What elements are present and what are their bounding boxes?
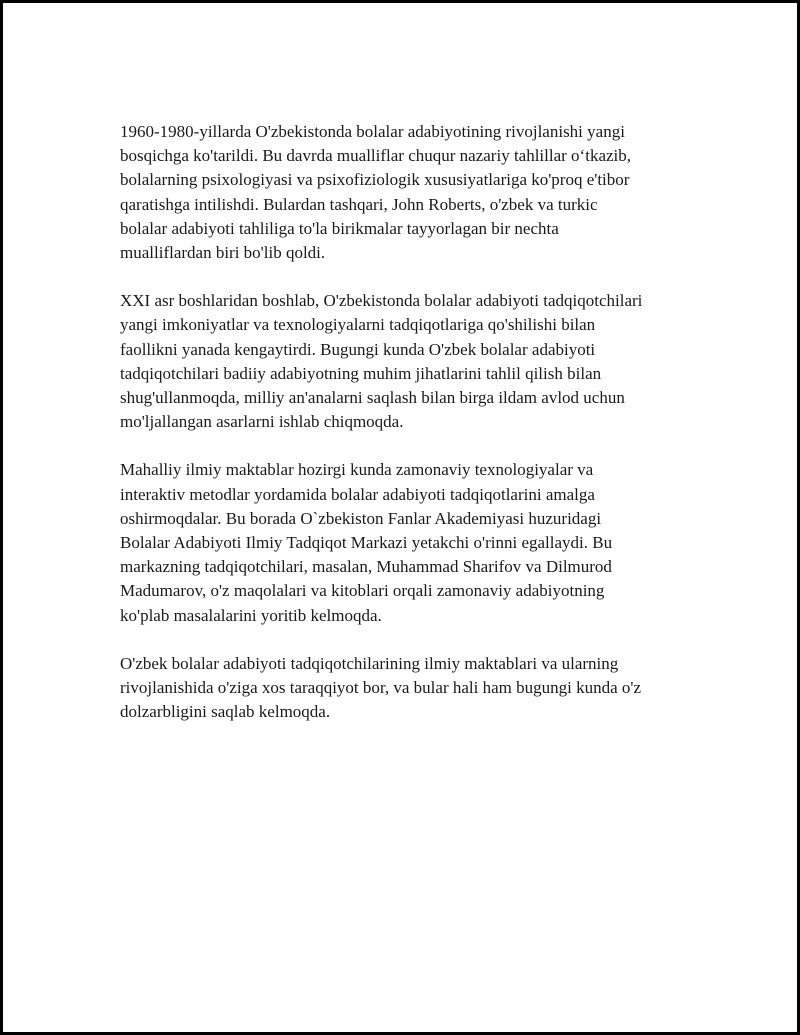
text-line: O'zbek bolalar adabiyoti tadqiqotchilarining ilmiy maktablari va ularning xyxy=(120,653,619,673)
text-line: interaktiv metodlar yordamida bolalar adabiyoti tadqiqotlarini amalga xyxy=(120,484,595,504)
text-line: ko'plab masalalarini yoritib kelmoqda. xyxy=(120,605,382,625)
text-line: Madumarov, o'z maqolalari va kitoblari orqali zamonaviy adabiyotning xyxy=(120,581,605,601)
text-line: dolzarbligini saqlab kelmoqda. xyxy=(120,702,331,722)
paragraph-4 xyxy=(120,652,720,725)
text-line: XXI asr boshlaridan boshlab, O'zbekistonda bolalar adabiyoti tadqiqotchilari xyxy=(120,291,643,311)
document-body xyxy=(120,120,720,748)
text-line: 1960-1980-yillarda O'zbekistonda bolalar adabiyotining rivojlanishi yangi xyxy=(120,122,625,141)
text-line: faollikni yanada kengaytirdi. Bugungi kunda O'zbek bolalar adabiyoti xyxy=(120,339,596,359)
text-line: bolalar adabiyoti tahliliga to'la birikmalar tayyorlagan bir nechta xyxy=(120,218,559,238)
text-line: yangi imkoniyatlar va texnologiyalarni tadqiqotlariga qo'shilishi bilan xyxy=(120,315,596,335)
text-line: rivojlanishida o'ziga xos taraqqiyot bor, va bular hali ham bugungi kunda o'z xyxy=(120,678,641,698)
text-line: Mahalliy ilmiy maktablar hozirgi kunda zamonaviy texnologiyalar va xyxy=(120,460,594,480)
text-line: markazning tadqiqotchilari, masalan, Muhammad Sharifov va Dilmurod xyxy=(120,557,612,577)
paragraph-2 xyxy=(120,289,720,434)
text-line: oshirmoqdalar. Bu borada O`zbekiston Fanlar Akademiyasi huzuridagi xyxy=(120,508,602,528)
text-line: mualliflardan biri bo'lib qoldi. xyxy=(120,243,326,263)
text-line: bosqichga ko'tarildi. Bu davrda mualliflar chuqur nazariy tahlillar o‘tkazib, xyxy=(120,146,632,166)
text-line: qaratishga intilishdi. Bulardan tashqari, John Roberts, o'zbek va turkic xyxy=(120,194,598,214)
paragraph-3 xyxy=(120,458,720,627)
paragraph-1 xyxy=(120,120,720,265)
text-line: shug'ullanmoqda, milliy an'analarni saqlash bilan birga ildam avlod uchun xyxy=(120,388,625,408)
text-line: mo'ljallangan asarlarni ishlab chiqmoqda. xyxy=(120,412,404,432)
text-line: tadqiqotchilari badiiy adabiyotning muhim jihatlarini tahlil qilish bilan xyxy=(120,363,602,383)
text-line: Bolalar Adabiyoti Ilmiy Tadqiqot Markazi yetakchi o'rinni egallaydi. Bu xyxy=(120,533,613,553)
text-line: bolalarning psixologiyasi va psixofiziologik xususiyatlariga ko'proq e'tibor xyxy=(120,170,630,190)
